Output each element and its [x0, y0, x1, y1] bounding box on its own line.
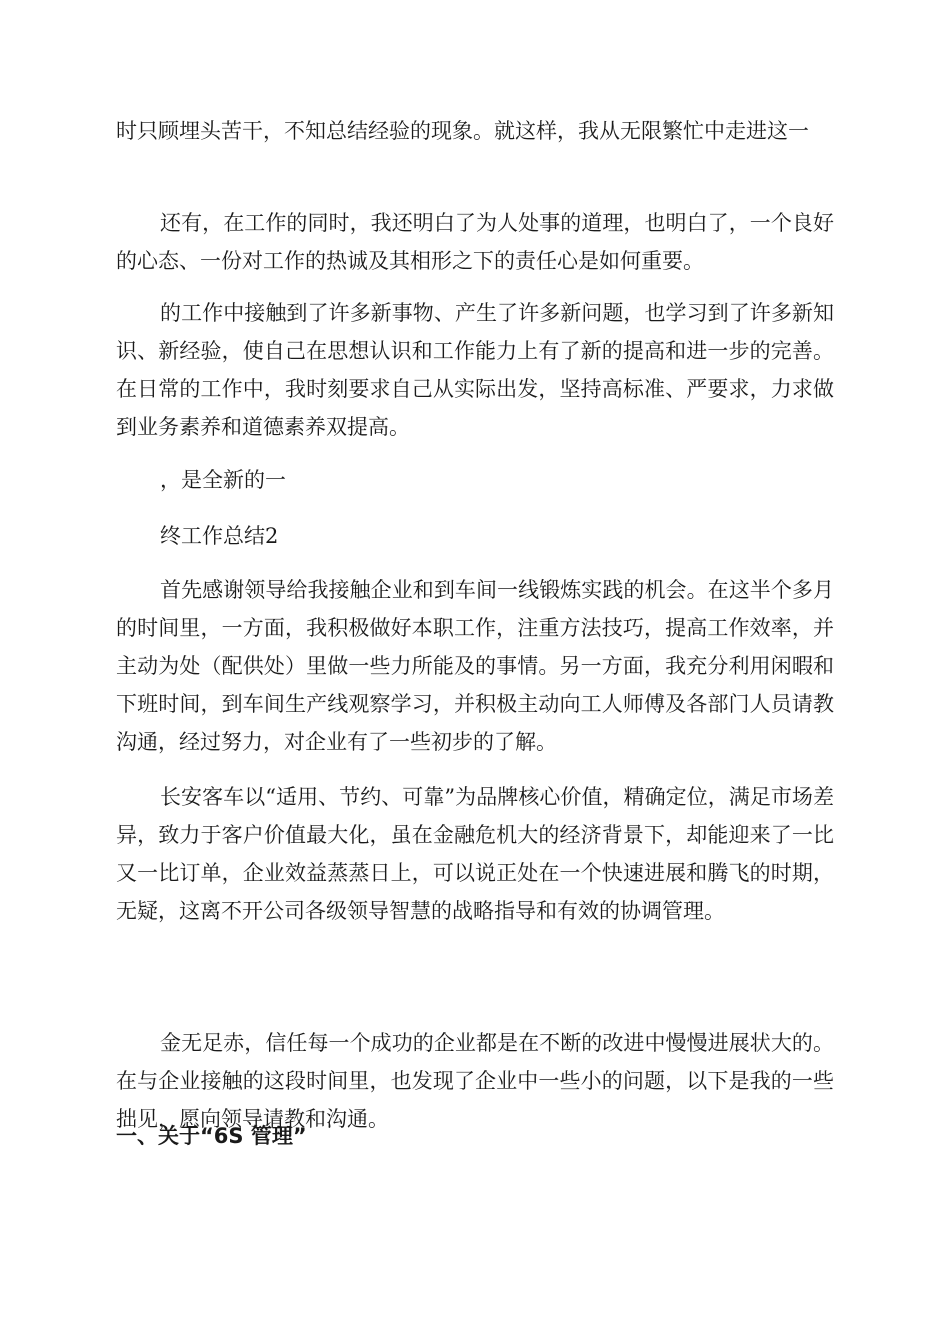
paragraph-suggestions: 金无足赤，信任每一个成功的企业都是在不断的改进中慢慢进展状大的。在与企业接触的这段时间里，也发现了企业中一些小的问题，以下是我的一些拙见，愿向领导请教和沟通。 [116, 1031, 834, 1131]
paragraph-thanks: 首先感谢领导给我接触企业和到车间一线锻炼实践的机会。在这半个多月的时间里，一方面，我积极做好本职工作，注重方法技巧，提高工作效率，并主动为处（配供处）里做一些力所能及的事情。另一方面，我充分利用闲暇和下班时间，到车间生产线观察学习，并积极主动向工人师傅及各部门人员请教沟通，经过努力，对企业有了一些初步的了解。 [116, 578, 834, 754]
paragraph-company-value: 长安客车以“适用、节约、可靠”为品牌核心价值，精确定位，满足市场差异，致力于客户价值最大化，虽在金融危机大的经济背景下，却能迎来了一比又一比订单，企业效益蒸蒸日上，可以说正处在一个快速进展和腾飞的时期，无疑，这离不开公司各级领导智慧的战略指导和有效的协调管理。 [116, 785, 834, 923]
paragraph-attitude: 还有，在工作的同时，我还明白了为人处事的道理，也明白了，一个良好的心态、一份对工作的热诚及其相形之下的责任心是如何重要。 [116, 211, 834, 273]
paragraph-continuation: 时只顾埋头苦干，不知总结经验的现象。就这样，我从无限繁忙中走进这一 [116, 119, 809, 143]
paragraph-fragment: ，是全新的一 [160, 468, 286, 492]
section-heading: 一、关于“6S 管理” [116, 1124, 307, 1148]
paragraph-new-knowledge: 的工作中接触到了许多新事物、产生了许多新问题，也学习到了许多新知识、新经验，使自己在思想认识和工作能力上有了新的提高和进一步的完善。在日常的工作中，我时刻要求自己从实际出发，坚持高标准、严要求，力求做到业务素养和道德素养双提高。 [116, 301, 834, 439]
paragraph-summary-title: 终工作总结2 [160, 524, 279, 548]
